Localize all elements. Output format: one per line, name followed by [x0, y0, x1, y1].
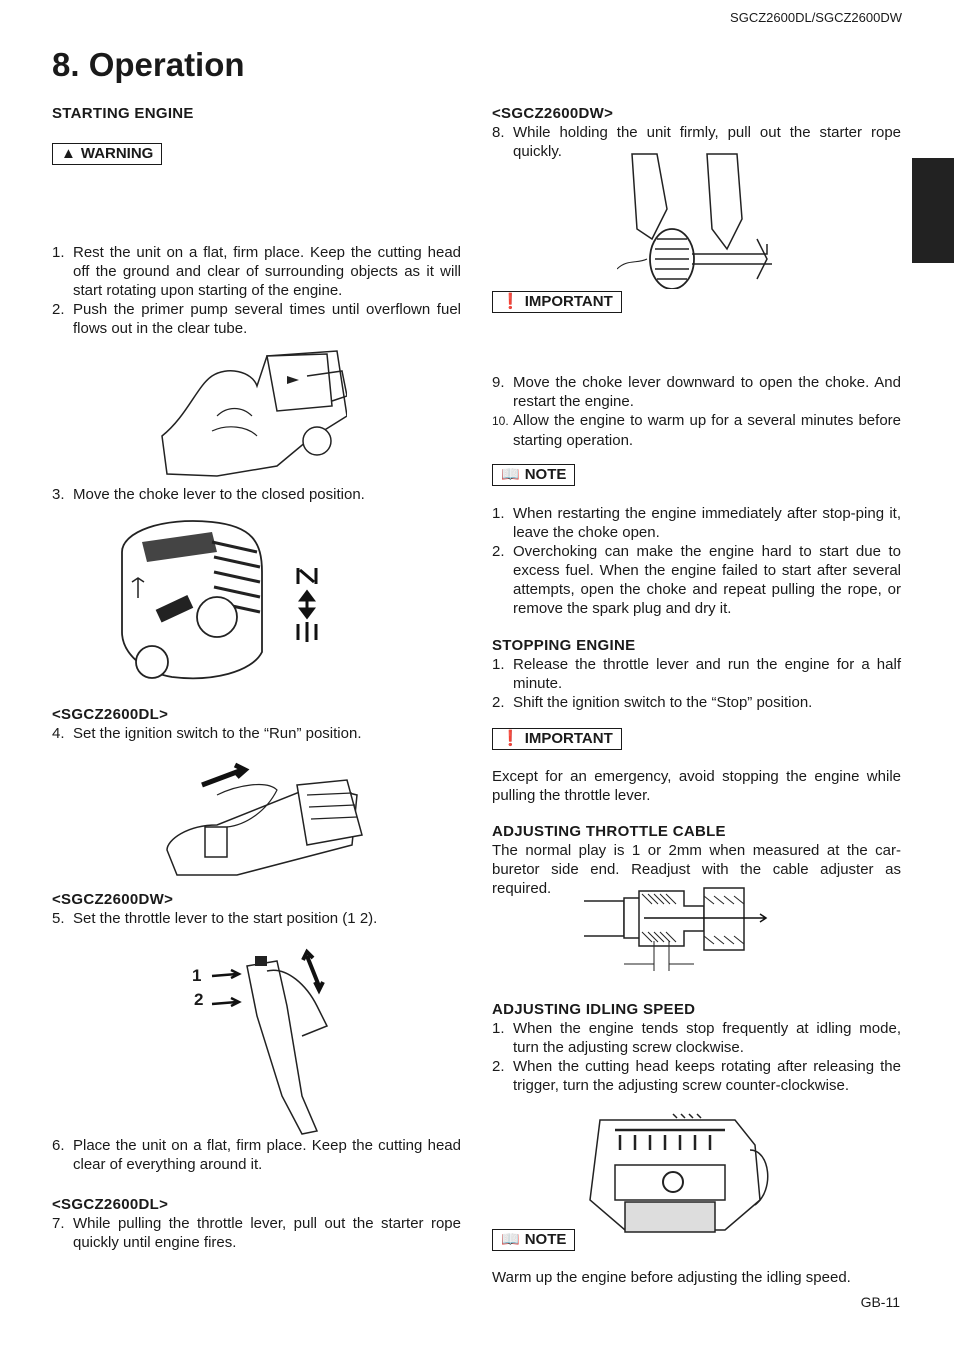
sgcz2600dw-heading-right: <SGCZ2600DW>: [492, 105, 614, 122]
sgcz2600dl-heading-2: <SGCZ2600DL>: [52, 1196, 169, 1213]
list-item: 2. Overchoking can make the engine hard to start due to excess fuel. When the engine failed to start after several attempts, open the choke and repeat pulling the rope, or remove the spark plug and dry it.: [492, 543, 901, 617]
warmup-paragraph: Warm up the engine before adjusting the idling speed.: [492, 1269, 851, 1286]
left-column: [52, 104, 461, 1252]
right-column: [492, 104, 901, 1095]
list-item: 8. While holding the unit firmly, pull out the starter rope quickly.: [492, 124, 901, 160]
note-book-icon: 📖: [501, 1231, 520, 1248]
note-box-1: 📖 NOTE: [492, 464, 575, 486]
list-item: 6. Place the unit on a flat, firm place. Keep the cutting head clear of everything around it.: [52, 1137, 461, 1173]
model-number: SGCZ2600DL/SGCZ2600DW: [730, 10, 902, 25]
list-item: 10. Allow the engine to warm up for a several minutes before starting operation.: [492, 412, 901, 449]
list-item: 2. When the cutting head keeps rotating after releasing the trigger, turn the adjusting screw counter-clockwise.: [492, 1058, 901, 1094]
sgcz2600dw-heading: <SGCZ2600DW>: [52, 891, 174, 908]
list-item: 3. Move the choke lever to the closed position.: [52, 486, 365, 503]
note-box-2: 📖 NOTE: [492, 1229, 575, 1251]
list-item: 2. Push the primer pump several times until overflown fuel flows out in the clear tube.: [52, 301, 461, 337]
warning-triangle-icon: ▲: [61, 145, 76, 162]
list-item: 1. Rest the unit on a flat, firm place. Keep the cutting head off the ground and clear of surrounding objects as it will start rotating upon starting of the engine.: [52, 244, 461, 299]
choke-lever-figure: [102, 512, 342, 687]
list-item: 5. Set the throttle lever to the start position (1 2).: [52, 910, 378, 927]
starter-rope-figure: [617, 149, 777, 289]
list-item: 1. Release the throttle lever and run the engine for a half minute.: [492, 656, 901, 692]
throttle-cable-figure: [584, 886, 769, 974]
list-item: 9. Move the choke lever downward to open the choke. And restart the engine.: [492, 374, 901, 410]
idling-screw-figure: [585, 1110, 775, 1238]
emergency-paragraph: Except for an emergency, avoid stopping the engine while pulling the throttle lever.: [492, 768, 901, 804]
stopping-engine-heading: STOPPING ENGINE: [492, 637, 636, 654]
list-item: 7. While pulling the throttle lever, pull out the starter rope quickly until engine fires.: [52, 1215, 461, 1251]
primer-pump-figure: [157, 346, 347, 481]
ignition-switch-figure: [157, 755, 367, 880]
important-exclamation-icon: ❗: [501, 730, 520, 747]
note-box-2-wrapper: [492, 1229, 575, 1251]
list-item: 1. When the engine tends stop frequently at idling mode, turn the adjusting screw clockwise.: [492, 1020, 901, 1056]
warning-box: ▲ WARNING: [52, 143, 162, 165]
page-number: GB-11: [860, 1294, 900, 1310]
throttle-cable-paragraph: The normal play is 1 or 2mm when measured at the car-buretor side end. Readjust with the cable adjuster as required.: [492, 842, 901, 897]
starting-engine-heading: STARTING ENGINE: [52, 105, 194, 122]
important-box-2: ❗ IMPORTANT: [492, 728, 622, 750]
throttle-cable-heading: ADJUSTING THROTTLE CABLE: [492, 823, 726, 840]
idling-speed-heading: ADJUSTING IDLING SPEED: [492, 1001, 696, 1018]
important-exclamation-icon: ❗: [501, 293, 520, 310]
page-title: 8. Operation: [52, 46, 245, 83]
figure-label-2: 2: [194, 990, 204, 1009]
list-item: 2. Shift the ignition switch to the “Stop” position.: [492, 694, 813, 711]
throttle-lever-figure: [52, 936, 461, 1136]
important-box-1: ❗ IMPORTANT: [492, 291, 622, 313]
section-tab-marker: [912, 158, 954, 263]
figure-label-1: 1: [192, 966, 202, 985]
note-book-icon: 📖: [501, 466, 520, 483]
list-item: 4. Set the ignition switch to the “Run” position.: [52, 725, 362, 742]
list-item: 1. When restarting the engine immediately after stop-ping it, leave the choke open.: [492, 505, 901, 541]
sgcz2600dl-heading: <SGCZ2600DL>: [52, 706, 169, 723]
